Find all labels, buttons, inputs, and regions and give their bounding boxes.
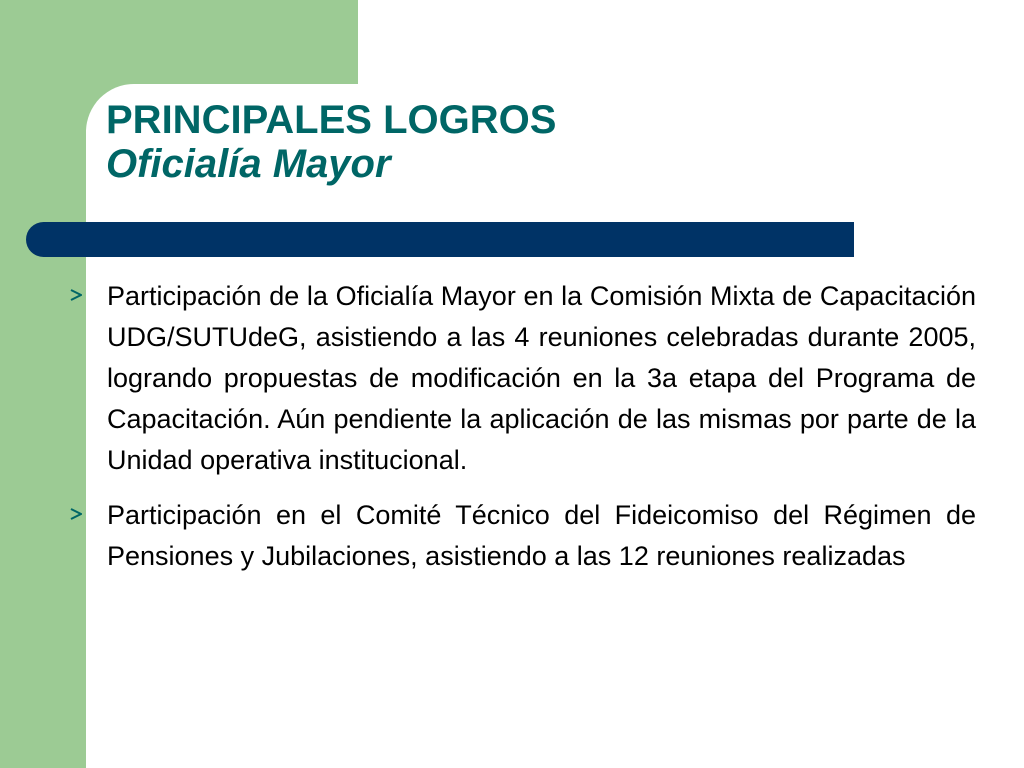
arrow-bullet-icon (70, 289, 82, 301)
arrow-bullet-icon (70, 508, 82, 520)
list-item (70, 495, 976, 577)
title-block (106, 98, 556, 186)
bullet-text: Participación de la Oficialía Mayor en la Comisión Mixta de Capacitación UDG/SUTUdeG, asistiendo a las 4 reuniones celebradas durante 2005, logrando propuestas de modificación en la 3a etapa del Programa de Capacitación. Aún pendiente la aplicación de las mismas por parte de la Unidad operativa institucional. (107, 281, 976, 475)
list-item (70, 276, 976, 481)
slide-title: PRINCIPALES LOGROS (106, 98, 557, 142)
accent-bar (26, 222, 854, 257)
bullet-list (70, 276, 976, 591)
bullet-text: Participación en el Comité Técnico del Fideicomiso del Régimen de Pensiones y Jubilaciones, asistiendo a las 12 reuniones realizadas (107, 500, 976, 571)
slide-subtitle: Oficialía Mayor (106, 142, 391, 186)
